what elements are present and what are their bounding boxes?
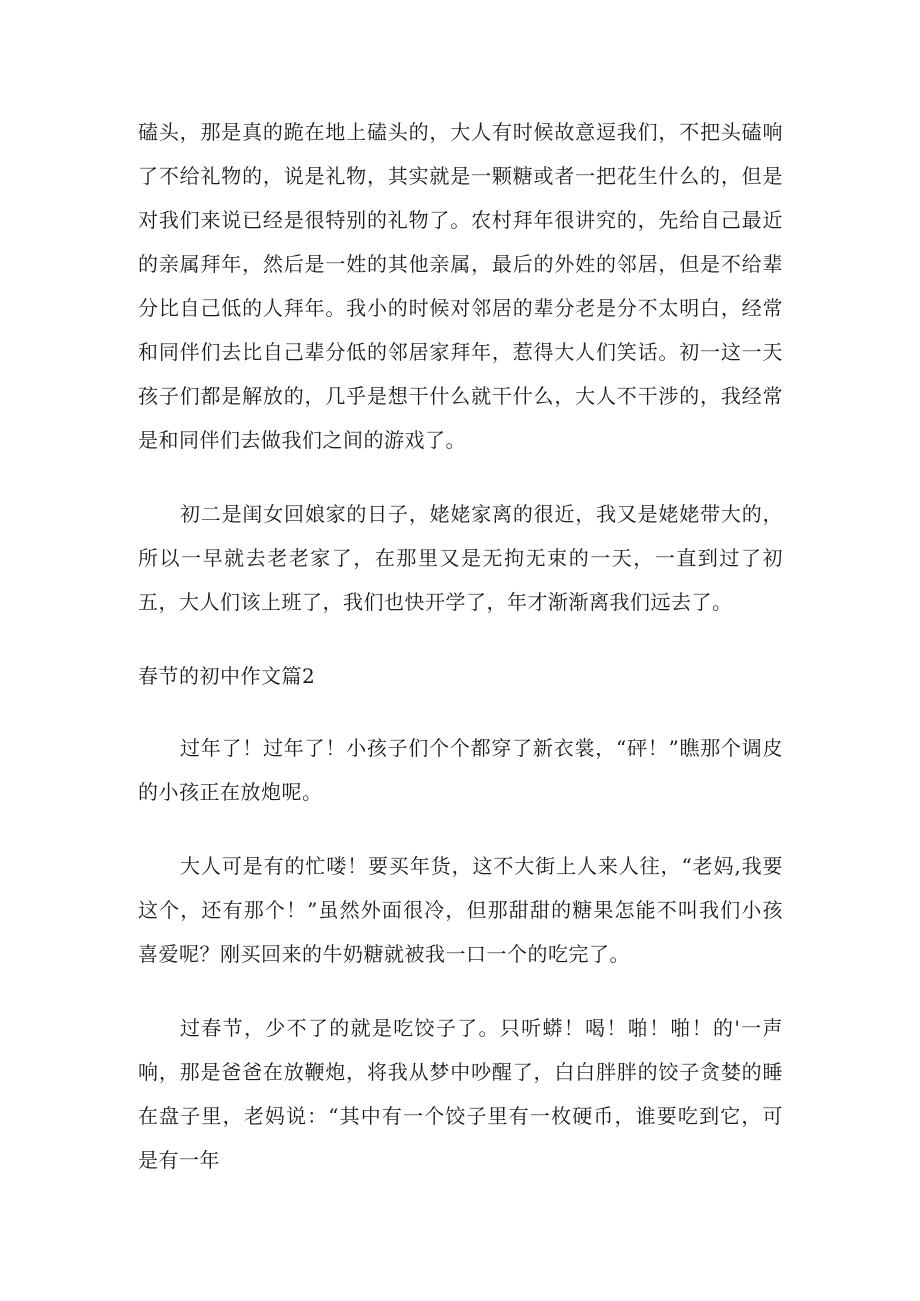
paragraph-4: 大人可是有的忙喽！要买年货，这不大街上人来人往，“老妈,我要这个，还有那个！”虽然外面很冷，但那甜甜的糖果怎能不叫我们小孩喜爱呢？刚买回来的牛奶糖就被我一口一个的吃完了。 bbox=[138, 854, 783, 966]
paragraph-3: 过年了！过年了！小孩子们个个都穿了新衣裳，“砰！”瞧那个调皮的小孩正在放炮呢。 bbox=[138, 736, 783, 804]
section-title: 春节的初中作文篇2 bbox=[138, 664, 316, 688]
document-body bbox=[138, 110, 783, 1212]
paragraph-1: 磕头，那是真的跪在地上磕头的，大人有时候故意逗我们，不把头磕响了不给礼物的，说是礼物，其实就是一颗糖或者一把花生什么的，但是对我们来说已经是很特别的礼物了。农村拜年很讲究的，先给自己最近的亲属拜年，然后是一姓的其他亲属，最后的外姓的邻居，但是不给辈分比自己低的人拜年。我小的时候对邻居的辈分老是分不太明白，经常和同伴们去比自己辈分低的邻居家拜年，惹得大人们笑话。初一这一天孩子们都是解放的，几乎是想干什么就干什么，大人不干涉的，我经常是和同伴们去做我们之间的游戏了。 bbox=[138, 120, 783, 452]
paragraph-5: 过春节，少不了的就是吃饺子了。只听蟒！喝！啪！啪！的'一声响，那是爸爸在放鞭炮，将我从梦中吵醒了，白白胖胖的饺子贪婪的睡在盘子里，老妈说：“其中有一个饺子里有一枚硬币，谁要吃到它，可是有一年 bbox=[138, 1016, 783, 1172]
paragraph-2: 初二是闺女回娘家的日子，姥姥家离的很近，我又是姥姥带大的，所以一早就去老老家了，在那里又是无拘无束的一天，一直到过了初五，大人们该上班了，我们也快开学了，年才渐渐离我们远去了。 bbox=[138, 502, 783, 614]
